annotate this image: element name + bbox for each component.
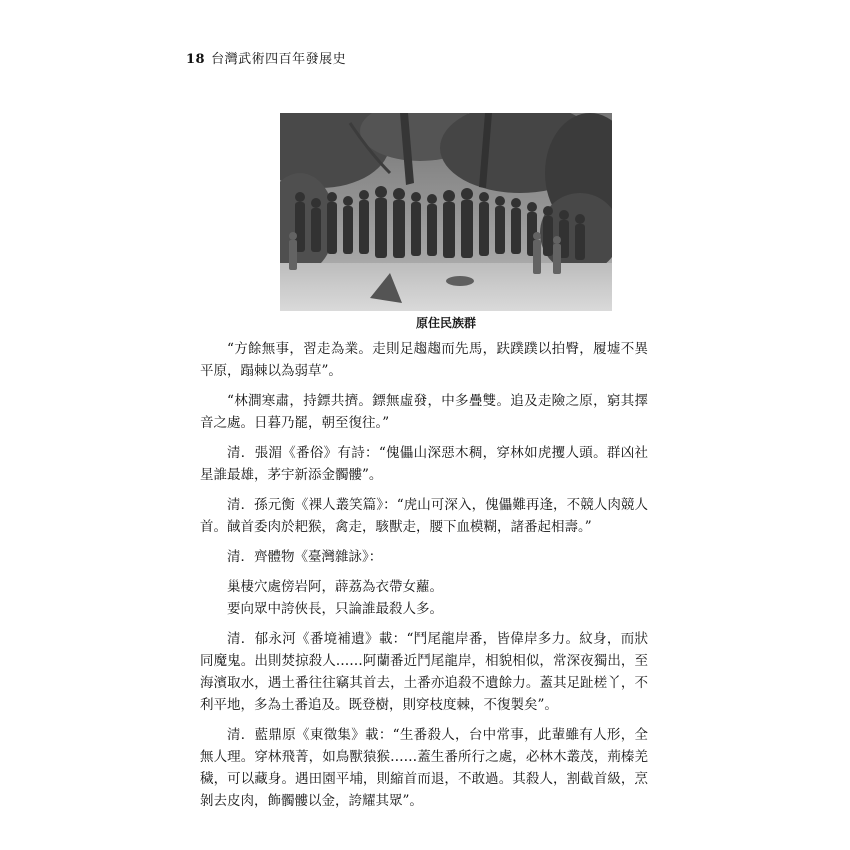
photo-caption: 原住民族群 <box>415 316 476 330</box>
paragraph: 清．郁永河《番境補遺》載：“鬥尾龍岸番，皆偉岸多力。紋身，而狀同魔鬼。出則焚掠殺人……阿蘭番近鬥尾龍岸，相貌相似，常深夜獨出，至海濱取水，遇土番往往竊其首去，土番亦追殺不遺餘力。蓋其足趾槎丫，不利平地，多為土番追及。既登樹，則穿枝度棘，不復製矣”。 <box>200 631 648 713</box>
running-head <box>186 48 346 67</box>
photo-illustration <box>280 113 612 311</box>
indigenous-group-photo <box>280 113 612 311</box>
paragraph: 清．藍鼎原《東徵集》載：“生番殺人，台中常事，此輩雖有人形，全無人理。穿林飛菁，如鳥獸猿猴……蓋生番所行之處，必林木叢茂，荊榛羌穢，可以藏身。遇田園平埔，則縮首而退，不敢過。其殺人，割截首級，烹剝去皮肉，飾髑髏以金，誇耀其眾”。 <box>200 727 648 809</box>
page-number: 18 <box>186 52 206 67</box>
paragraph: 清．齊體物《臺灣雜詠》： <box>227 549 383 565</box>
paragraph: 清．孫元衡《裸人叢笑篇》：“虎山可深入，傀儡難再逢，不競人肉競人首。馘首委肉於耙猴，禽走，駭獸走，腰下血模糊，諸番起相壽。” <box>200 497 648 535</box>
poem-line: 要向眾中誇俠長，只論誰最殺人多。 <box>227 601 443 617</box>
paragraph: 清．張湄《番俗》有詩：“傀儡山深惡木稠，穿林如虎攫人頭。群凶社星誰最雄，茅宇新添金髑髏”。 <box>200 445 648 483</box>
book-title: 台灣武術四百年發展史 <box>211 52 347 67</box>
poem <box>227 576 648 620</box>
paragraph: “林澗寒肅，持鏢共擠。鏢無虛發，中多疊雙。追及走險之原，窮其擇音之處。日暮乃罷，朝至復往。” <box>200 393 648 431</box>
body-text <box>200 338 648 820</box>
paragraph: “方餘無事，習走為業。走則足趨趨而先馬，趺蹼蹼以拍臀，履墟不異平原，蹋棘以為弱草”。 <box>200 341 648 379</box>
poem-line: 巢棲穴處傍岩阿，薜荔為衣帶女蘿。 <box>227 579 443 595</box>
